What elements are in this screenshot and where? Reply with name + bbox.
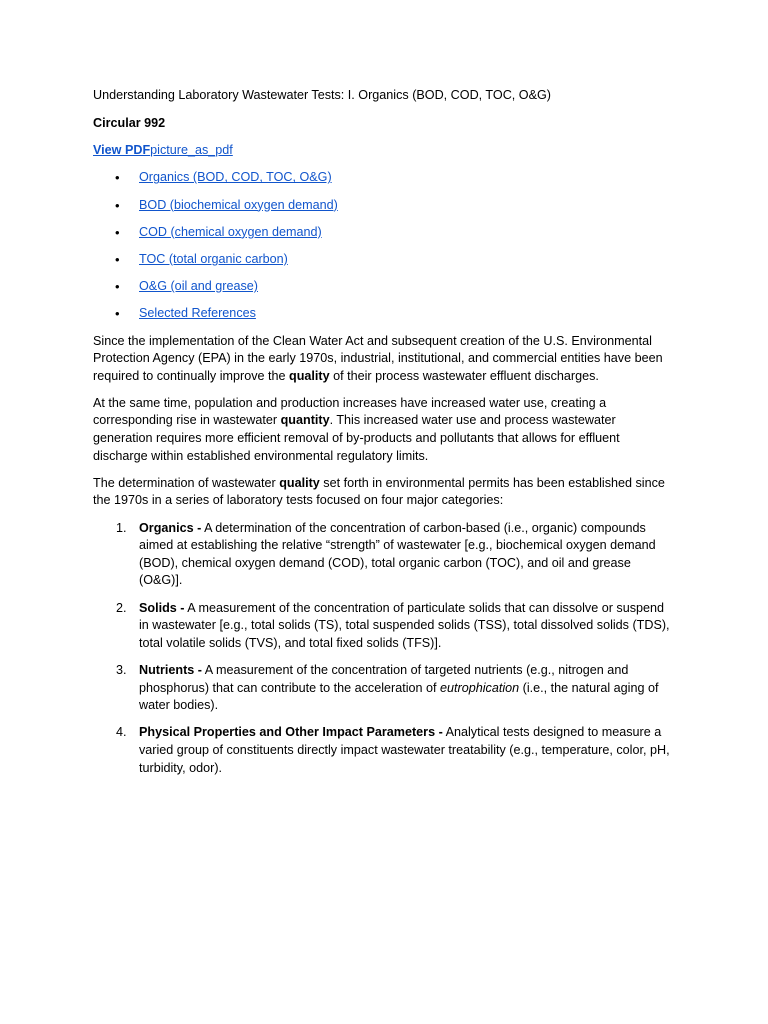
paragraph-quality-determination: The determination of wastewater quality set forth in environmental permits has been established since the 1970s in a series of laboratory tests focused on four major categories:: [93, 475, 665, 508]
category-term: Solids -: [139, 600, 185, 615]
bullet-icon: •: [115, 251, 120, 267]
list-number: 4.: [116, 725, 127, 740]
category-physical-properties: 4. Physical Properties and Other Impact Parameters - Analytical tests designed to measure a varied group of constituents directly impact wastewater treatability (e.g., temperature, color, pH, turbidity, odor).: [116, 725, 670, 775]
bullet-icon: •: [115, 197, 120, 213]
bullet-icon: •: [115, 224, 120, 240]
link-bod[interactable]: BOD (biochemical oxygen demand): [139, 197, 338, 212]
list-number: 2.: [116, 600, 127, 615]
bullet-icon: •: [115, 170, 120, 186]
pdf-link-row: [93, 142, 675, 160]
category-nutrients: 3. Nutrients - A measurement of the concentration of targeted nutrients (e.g., nitrogen and phosphorus) that can contribute to the acceleration of eutrophication (i.e., the natural aging of water bodies).: [116, 662, 659, 713]
list-number: 3.: [116, 662, 127, 677]
category-term: Organics -: [139, 520, 202, 535]
list-item: [93, 278, 675, 296]
list-item: [93, 169, 675, 187]
category-term: Physical Properties and Other Impact Parameters -: [139, 725, 443, 740]
category-term: Nutrients -: [139, 662, 202, 677]
list-number: 1.: [116, 520, 127, 535]
bullet-icon: •: [115, 279, 120, 295]
link-og[interactable]: O&G (oil and grease): [139, 279, 258, 294]
document-title: Understanding Laboratory Wastewater Tests: I. Organics (BOD, COD, TOC, O&G): [93, 88, 551, 102]
link-organics[interactable]: Organics (BOD, COD, TOC, O&G): [139, 170, 332, 185]
paragraph-clean-water-act: Since the implementation of the Clean Water Act and subsequent creation of the U.S. Environmental Protection Agency (EPA) in the early 1970s, industrial, institutional, and commercial entities have been required to continually improve the quality of their process wastewater effluent discharges.: [93, 333, 663, 383]
paragraph-population-increase: At the same time, population and production increases have increased water use, creating a corresponding rise in wastewater quantity. This increased water use and process wastewater generation requires more efficient removal of by-products and pollutants that allows for effluent discharge within established environmental regulatory limits.: [93, 395, 620, 463]
picture-as-pdf-link[interactable]: picture_as_pdf: [150, 143, 233, 158]
link-cod[interactable]: COD (chemical oxygen demand): [139, 224, 322, 239]
category-organics: 1. Organics - A determination of the concentration of carbon-based (i.e., organic) compounds aimed at establishing the relative “strength” of wastewater [e.g., biochemical oxygen demand (BOD), chemical oxygen demand (COD), total organic carbon (TOC), and oil and grease (O&G)].: [116, 520, 656, 588]
circular-number: Circular 992: [93, 115, 166, 130]
view-pdf-link[interactable]: View PDF: [93, 143, 151, 158]
list-item: [93, 305, 675, 323]
bullet-icon: •: [115, 306, 120, 322]
categories-list: [93, 520, 675, 778]
list-item: [93, 251, 675, 269]
list-item: [93, 197, 675, 215]
link-toc[interactable]: TOC (total organic carbon): [139, 251, 288, 266]
list-item: [93, 224, 675, 242]
category-solids: 2. Solids - A measurement of the concentration of particulate solids that can dissolve or suspend in wastewater [e.g., total solids (TS), total suspended solids (TSS), total dissolved solids (TDS), total volatile solids (TVS), and total fixed solids (TFS)].: [116, 600, 670, 650]
link-selected-references[interactable]: Selected References: [139, 306, 256, 321]
section-links-list: [93, 169, 675, 323]
